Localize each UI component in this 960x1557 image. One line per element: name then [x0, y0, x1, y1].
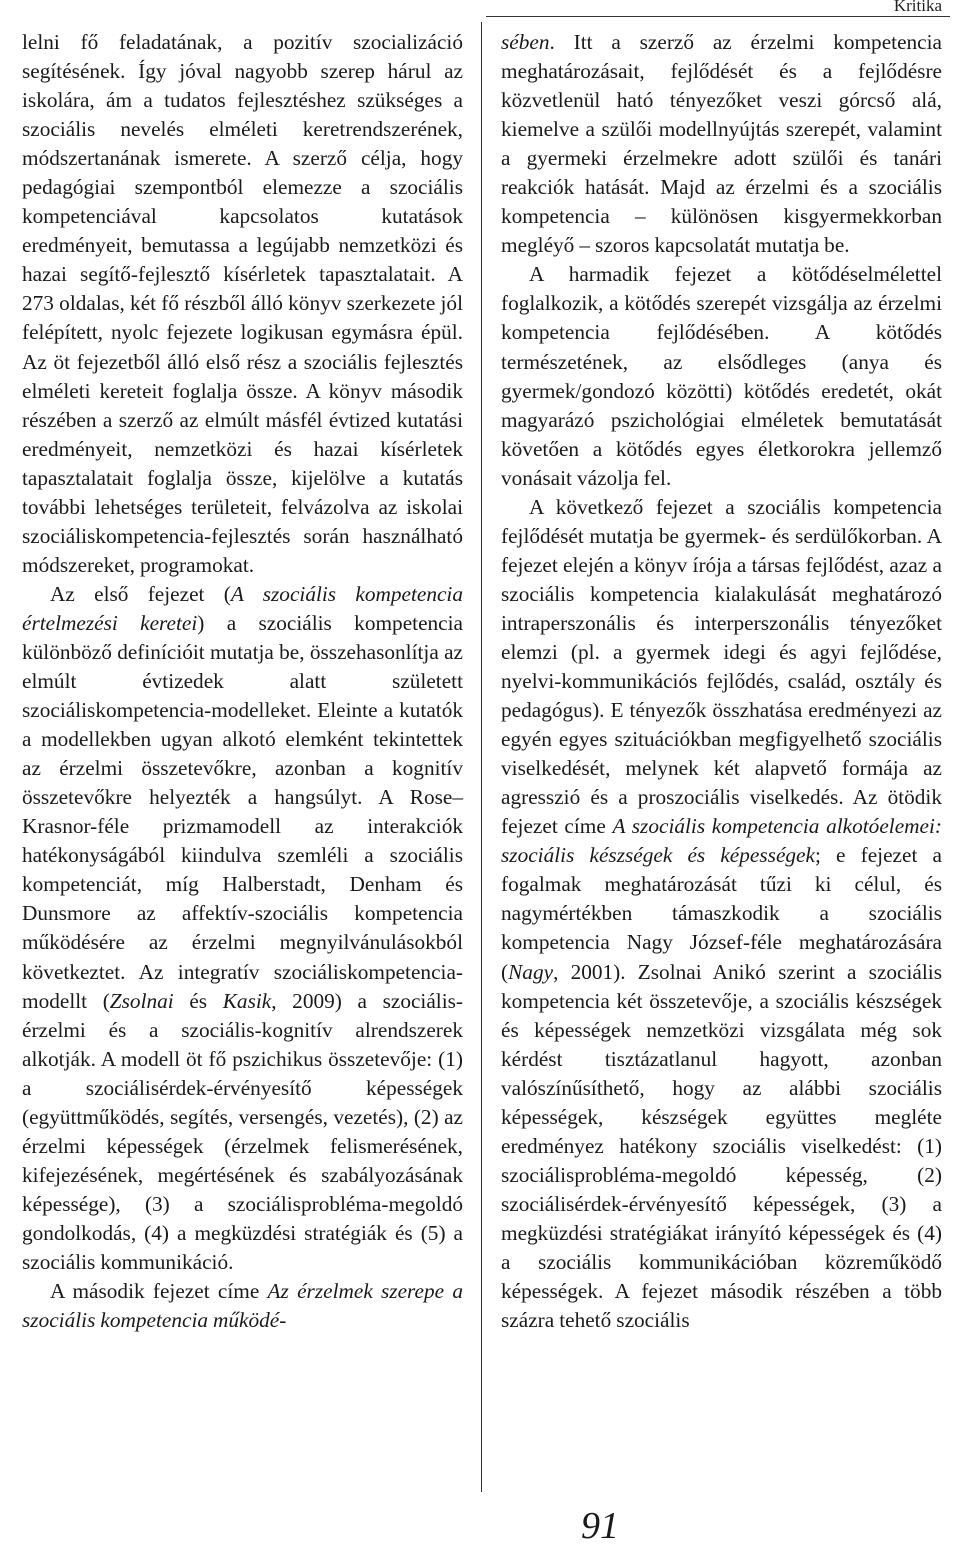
paragraph: A következő fejezet a szociális kompetencia fejlődését mutatja be gyermek- és serdülőkorban. A fejezet elején a könyv írója a társas fejlődést, azaz a szociális kompetencia kialakulását meghatározó intraperszonális és interperszonális tényezőket elemzi (pl. a gyermek idegi és agyi fejlődése, nyelvi-kommunikációs fejlődés, család, osztály és pedagógus). E tényezők összhatása eredményezi az egyén egyes szituációkban megfigyelhető szociális viselkedését, melynek két alapvető formája az agresszió és a proszociális viselkedés. Az ötödik fejezet címe A szociális kompetencia alkotóelemei: szociális készségek és képességek; e fejezet a fogalmak meghatározását tűzi ki célul, és nagymértékben támaszkodik a szociális kompetencia Nagy József-féle meghatározására (Nagy, 2001). Zsolnai Anikó szerint a szociális kompetencia két összetevője, a szociális készségek és képességek nemzetközi vizsgálata még sok kérdést tisztázatlanul hagyott, azonban valószínűsíthető, hogy az alábbi szociális képességek, készségek együttes megléte eredményez hatékony szociális viselkedést: (1) szociálisprobléma-megoldó képesség, (2) szociálisérdek-érvényesítő képességek, (3) a megküzdési stratégiákat irányító képességek és (4) a szociális kommunikációban közreműködő képességek. A fejezet második részében a több százra tehető szociális — [501, 494, 942, 1333]
paragraph: Az első fejezet (A szociális kompetencia értelmezési keretei) a szociális kompetencia különböző definícióit mutatja be, összehasonlítja az elmúlt évtizedek alatt született szociáliskompetencia-modelleket. Eleinte a kutatók a modellekben ugyan alkotó elemként tekintettek az érzelmi összetevőkre, azonban a kognitív összetevőkre helyezték a hangsúlyt. A Rose–Krasnor-féle prizmamodell az interakciók hatékonyságából kiindulva szemléli a szociális kompetenciát, míg Halberstadt, Denham és Dunsmore az affektív-szociális kompetencia működésére az érzelmi megnyilvánulásokból következtet. Az integratív szociáliskompetencia-modellt (Zsolnai és Kasik, 2009) a szociális-érzelmi és a szociális-kognitív alrendszerek alkotják. A modell öt fő pszichikus összetevője: (1) a szociálisérdek-érvényesítő képességek (együttműködés, segítés, versengés, vezetés), (2) az érzelmi képességek (érzelmek felismerésének, kifejezésének, megértésének és szabályozásának képessége), (3) a szociálisprobléma-megoldó gondolkodás, (4) a megküzdési stratégiák és (5) a szociális kommunikáció. — [22, 581, 464, 1274]
paragraph: lelni fő feladatának, a pozitív szocializáció segítésének. Így jóval nagyobb szerep hárul az iskolára, ám a tudatos fejlesztéshez szükséges a szociális nevelés elméleti keretrendszerének, módszertanának ismerete. A szerző célja, hogy pedagógiai szempontból elemezze a szociális kompetenciával kapcsolatos kutatások eredményeit, bemutassa a legújabb nemzetközi és hazai segítő-fejlesztő kísérletek tapasztalatait. A 273 oldalas, két fő részből álló könyv szerkezete jól felépített, nyolc fejezete logikusan egymásra épül. Az öt fejezetből álló első rész a szociális fejlesztés elméleti kereteit foglalja össze. A könyv második részében a szerző az elmúlt másfél évtized kutatási eredményeit, nemzetközi és hazai kísérletek tapasztalatait foglalja össze, kijelölve a kutatás további lehetséges területeit, felvázolva az iskolai szociáliskompetencia-fejlesztés során használható módszereket, programokat. — [22, 30, 463, 577]
page-number: 91 — [581, 1505, 619, 1547]
paragraph: A harmadik fejezet a kötődéselmélettel foglalkozik, a kötődés szerepét vizsgálja az érzelmi kompetencia fejlődésében. A kötődés természetének, az elsődleges (anya és gyermek/gondozó közötti) kötődés eredetét, okát magyarázó pszichológiai elméletek bemutatását követően a kötődés egyes életkorokra jellemző vonásait vázolja fel. — [501, 262, 942, 490]
header-rule — [486, 16, 950, 17]
column-divider — [481, 22, 482, 1492]
right-column — [501, 28, 942, 1335]
section-label: Kritika — [893, 0, 942, 15]
paragraph: sében. Itt a szerző az érzelmi kompetencia meghatározásait, fejlődését és a fejlődésre közvetlenül ható tényezőket veszi górcső alá, kiemelve a szülői modellnyújtás szerepét, valamint a gyermeki érzelmekre adott szülői és tanári reakciók hatását. Majd az érzelmi és a szociális kompetencia – különösen kisgyermekkorban megléyő – szoros kapcsolatát mutatja be. — [501, 30, 942, 258]
left-column — [22, 28, 463, 1335]
paragraph: A második fejezet címe Az érzelmek szerepe a szociális kompetencia működé- — [22, 1279, 464, 1333]
